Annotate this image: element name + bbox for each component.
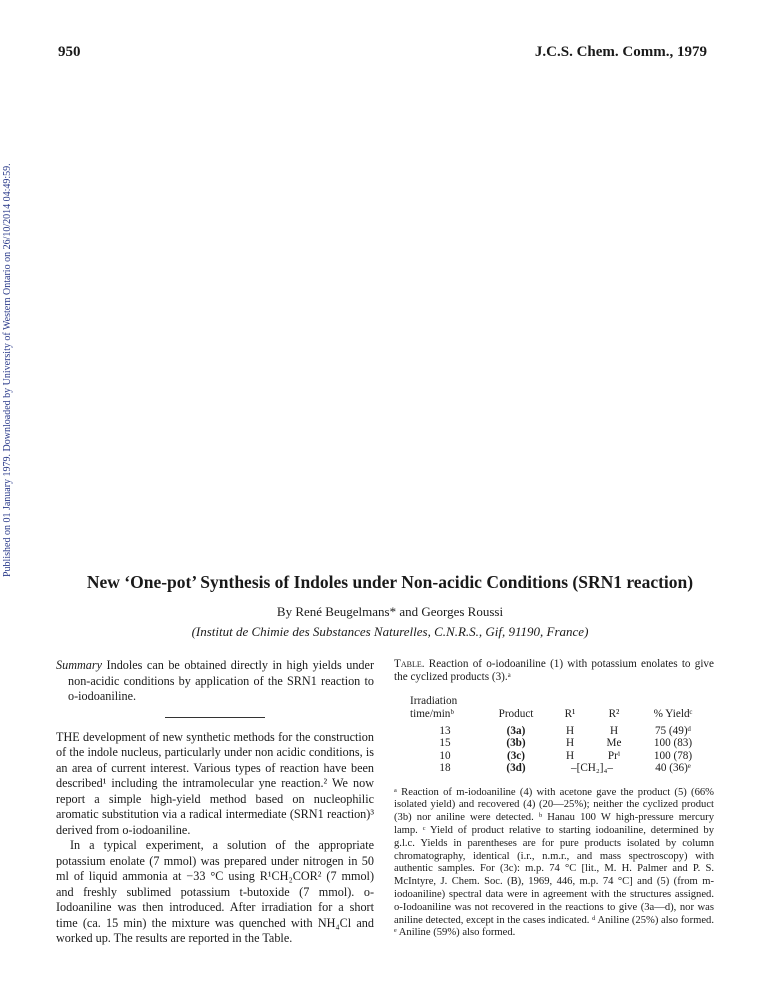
- table-caption-label: Table.: [394, 658, 425, 670]
- cell-time: 10: [439, 749, 451, 762]
- cell-r1-r2: –[CH₂]₄–: [571, 762, 613, 775]
- cell-yield: 75 (49)ᵈ: [654, 724, 692, 737]
- article-authors: By René Beugelmans* and Georges Roussi: [276, 604, 504, 619]
- cell-yield: 100 (78): [653, 749, 693, 762]
- header-irradiation: Irradiation time/minᵇ: [410, 694, 458, 721]
- cell-product: (3c): [506, 749, 525, 762]
- summary: [56, 658, 374, 705]
- cell-r2: H: [609, 724, 619, 737]
- right-column: [394, 658, 714, 951]
- table-caption: [394, 658, 714, 685]
- cell-r2: Prⁱ: [607, 749, 621, 762]
- table-row: [410, 750, 714, 763]
- cell-yield: 40 (36)ᵉ: [655, 762, 691, 775]
- journal-header: J.C.S. Chem. Comm., 1979: [534, 44, 707, 60]
- table-row: [410, 737, 714, 750]
- download-watermark[interactable]: Published on 01 January 1979. Downloaded by University of Western Ontario on 26/10/2014 04:49:59.: [2, 163, 13, 577]
- body-paragraph-1: THE development of new synthetic methods for the construction of the indole nucleus, particularly under non acidic conditions, is an area of current interest. Various types of reaction have been described¹ including the intramolecular yne reaction.² We now report a simple high-yield method based on nucleophilic aromatic substitution via a radical intermediate (SRN1 reaction)³ derived from o-iodoaniline.: [56, 729, 374, 837]
- cell-r1: H: [565, 737, 575, 750]
- header-r1: R¹: [564, 708, 576, 721]
- article-institute: (Institut de Chimie des Substances Naturelles, C.N.R.S., Gif, 91190, France): [191, 624, 589, 639]
- header-r2: R²: [608, 708, 620, 721]
- cell-time: 13: [439, 724, 451, 737]
- page-number: 950: [58, 44, 81, 60]
- table-row: [410, 762, 714, 775]
- table-row: [410, 725, 714, 738]
- cell-time: 18: [439, 762, 451, 775]
- cell-product: (3b): [506, 737, 526, 750]
- cell-r2: Me: [606, 737, 622, 750]
- results-table: [410, 695, 714, 775]
- summary-text: Indoles can be obtained directly in high yields under non-acidic conditions by application of the SRN1 reaction to o-iodoaniline.: [68, 658, 374, 703]
- left-column: [56, 658, 374, 947]
- cell-yield: 100 (83): [653, 737, 693, 750]
- cell-time: 15: [439, 737, 451, 750]
- summary-label: Summary: [56, 658, 103, 672]
- table-footnotes: ᵃ Reaction of m-iodoaniline (4) with acetone gave the product (5) (66% isolated yield) and recovered (4) (20—25%); neither the cyclized product (3b) nor aniline were detected. ᵇ Hanau 100 W high-pressure mercury lamp. ᶜ Yield of product relative to starting iodoaniline, determined by g.l.c. Yields in parentheses are for pure products isolated by column chromatography, identical (i.r., n.m.r., and mass spectroscopy) with authentic samples. For (3c): m.p. 74 °C [lit., M. H. Palmer and P. S. McIntyre, J. Chem. Soc. (B), 1969, 446, m.p. 74 °C] and (5) (from m-iodoaniline) spectral data were in agreement with the structures assigned. o-Iodoaniline was not recovered in the reactions to give (3a—d), nor was aniline detected, except in the cases indicated. ᵈ Aniline (25%) also formed. ᵉ Aniline (59%) also formed.: [394, 786, 714, 939]
- cell-product: (3d): [506, 762, 526, 775]
- article-title: New ‘One-pot’ Synthesis of Indoles under Non-acidic Conditions (SRN1 reaction): [86, 572, 694, 592]
- table-caption-text: Reaction of o-iodoaniline (1) with potassium enolates to give the cyclized products (3).ᵃ: [394, 658, 714, 684]
- body-paragraph-2: In a typical experiment, a solution of the appropriate potassium enolate (7 mmol) was prepared under nitrogen in 50 ml of liquid ammonia at −33 °C using R¹CH₂COR² (7 mmol) and freshly sublimed potassium t-butoxide (7 mmol). o-Iodoaniline was then introduced. After irradiation for a short time (ca. 15 min) the mixture was quenched with NH₄Cl and worked up. The results are reported in the Table.: [56, 838, 374, 945]
- section-divider: [165, 717, 265, 718]
- cell-r1: H: [565, 749, 575, 762]
- header-product: Product: [498, 708, 534, 721]
- table-header-row: [410, 695, 714, 725]
- cell-product: (3a): [506, 724, 526, 737]
- cell-r1: H: [565, 724, 575, 737]
- header-yield: % Yieldᶜ: [653, 708, 693, 721]
